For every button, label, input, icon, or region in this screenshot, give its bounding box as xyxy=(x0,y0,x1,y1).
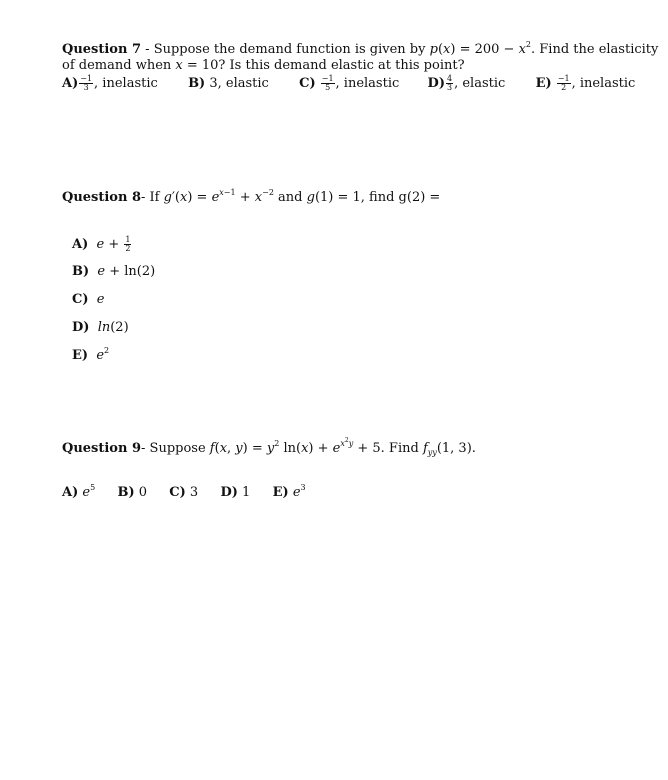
option-d[interactable]: D) $\frac{4}{3}$ , elastic xyxy=(427,74,506,92)
option-b[interactable]: B) 3, elastic xyxy=(188,76,269,91)
option-c[interactable]: C) e xyxy=(72,292,105,307)
option-e[interactable]: E) $e^2$ xyxy=(72,346,110,363)
option-d[interactable]: D) ln(2) xyxy=(72,320,129,335)
question-8-label: Question 8 xyxy=(62,190,142,205)
option-e[interactable]: E) $\frac{-1}{2}$ , inelastic xyxy=(535,74,636,92)
question-9-options xyxy=(62,485,306,500)
option-c[interactable]: C) 3 xyxy=(169,485,199,500)
question-9-label: Question 9 xyxy=(62,441,142,456)
option-a[interactable]: A) $e^5$ xyxy=(62,483,96,500)
option-e[interactable]: E) $e^3$ xyxy=(272,483,306,500)
question-7-line-1: Question 7 - Suppose the demand function is given by $p(x) = 200 - x^2$. Find the elasticity xyxy=(62,40,659,57)
option-d[interactable]: D) 1 xyxy=(220,485,251,500)
question-7-label: Question 7 xyxy=(62,42,142,57)
option-a[interactable]: A) $\frac{-1}{3}$ , inelastic xyxy=(62,74,158,92)
question-7-options xyxy=(62,75,635,92)
option-b[interactable]: B) e + ln(2) xyxy=(72,264,156,279)
option-a[interactable]: A) e + $\frac{1}{2}$ xyxy=(72,235,131,253)
question-7-line-2: of demand when x = 10? Is this demand elastic at this point? xyxy=(62,58,465,73)
option-b[interactable]: B) 0 xyxy=(117,485,148,500)
question-8-prompt: Question 8- If $g'(x) = e^{x-1} + x^{-2}$ and g(1) = 1, find g(2) = xyxy=(62,188,441,205)
option-c[interactable]: C) $\frac{-1}{5}$ , inelastic xyxy=(299,74,400,92)
question-9-prompt: Question 9- Suppose f(x, $y) = y^2$ $\ln(x) + e^{x^2y} + 5$. Find $f_{yy}(1$, 3). xyxy=(62,437,476,457)
